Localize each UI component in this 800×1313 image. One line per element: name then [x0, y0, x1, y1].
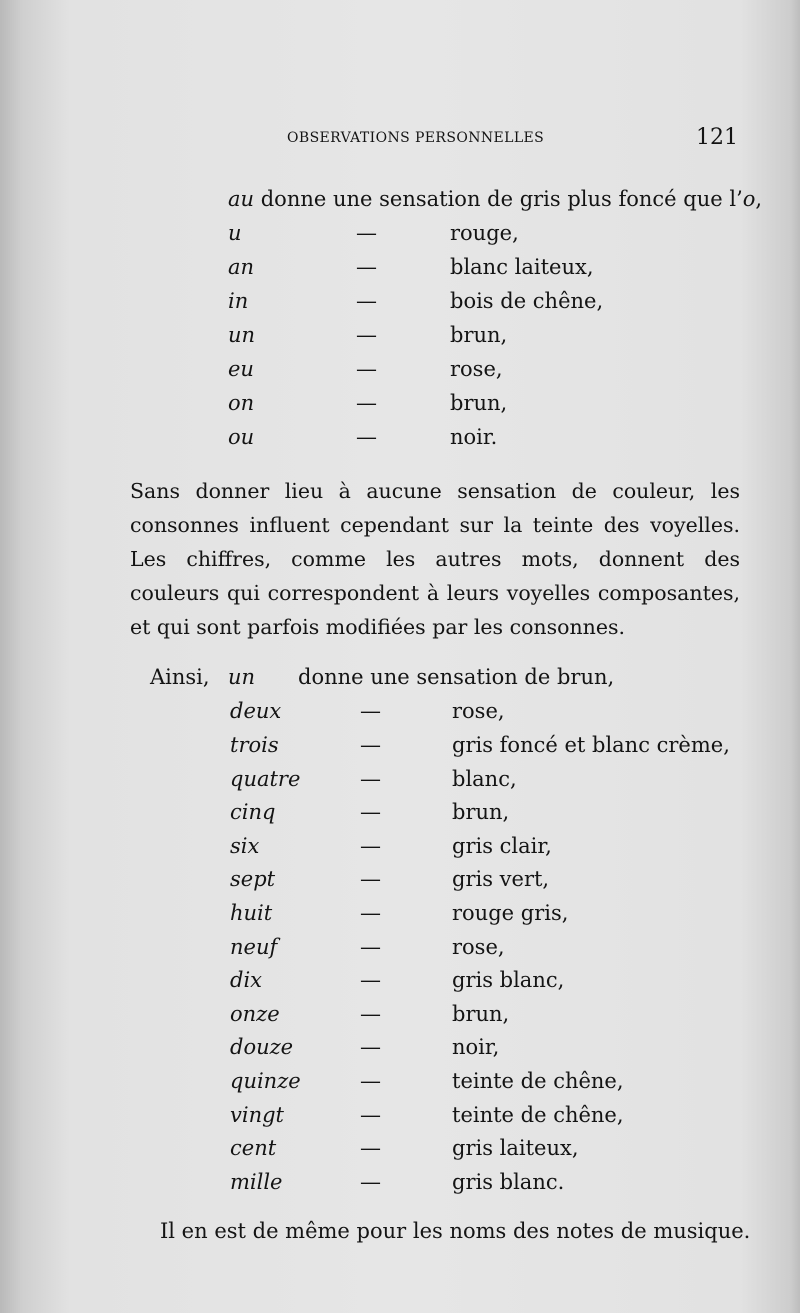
- dash: —: [356, 221, 377, 245]
- vowel-color: blanc laiteux,: [450, 255, 594, 279]
- number-color: gris vert,: [452, 867, 550, 891]
- number-word: huit: [230, 901, 273, 925]
- numbers-intro-word: un: [228, 665, 256, 689]
- dash: —: [360, 1103, 381, 1127]
- vowel-word: on: [228, 391, 255, 415]
- number-color: rouge gris,: [452, 901, 569, 925]
- number-word: vingt: [230, 1103, 284, 1127]
- vowel-intro-end: ,: [755, 187, 763, 211]
- number-word: dix: [230, 968, 263, 992]
- vowel-word: ou: [228, 425, 255, 449]
- vowel-word: eu: [228, 357, 254, 381]
- body-paragraph: [130, 474, 740, 644]
- number-color: gris clair,: [452, 834, 552, 858]
- numbers-intro-prefix: Ainsi,: [150, 665, 210, 689]
- number-word: sept: [230, 867, 276, 891]
- paragraph-text: Sans donner lieu à aucune sensation de couleur, les consonnes influent cependant sur la teinte des voyelles. Les chiffres, comme les autres mots, donnent des couleurs qui correspondent à leurs voyelles composantes, et qui sont parfois modifiées par les consonnes.: [130, 479, 740, 639]
- vowel-color: rose,: [450, 357, 503, 381]
- dash: —: [360, 1136, 381, 1160]
- number-color: noir,: [452, 1035, 500, 1059]
- number-word: neuf: [230, 935, 278, 959]
- number-word: onze: [230, 1002, 280, 1026]
- number-color: rose,: [452, 699, 505, 723]
- vowel-color: bois de chêne,: [450, 289, 604, 313]
- number-word: six: [230, 834, 260, 858]
- number-color: brun,: [452, 800, 510, 824]
- dash: —: [360, 1170, 381, 1194]
- dash: —: [360, 1069, 381, 1093]
- dash: —: [356, 425, 377, 449]
- dash: —: [360, 733, 381, 757]
- dash: —: [356, 289, 377, 313]
- vowel-intro-text: donne une sensation de gris plus foncé que l’: [260, 187, 743, 211]
- number-color: teinte de chêne,: [452, 1103, 624, 1127]
- dash: —: [360, 867, 381, 891]
- number-word: quinze: [230, 1069, 301, 1093]
- dash: —: [356, 323, 377, 347]
- vowel-color: noir.: [450, 425, 498, 449]
- vowel-word: an: [228, 255, 255, 279]
- dash: —: [360, 901, 381, 925]
- vowel-intro-tail-word: o: [742, 187, 756, 211]
- vowel-intro-word: au: [228, 187, 255, 211]
- vowel-intro-line: [228, 182, 763, 216]
- dash: —: [360, 834, 381, 858]
- number-word: deux: [230, 699, 282, 723]
- dash: —: [360, 699, 381, 723]
- vowel-color: brun,: [450, 391, 508, 415]
- vowel-word: u: [228, 221, 242, 245]
- numbers-intro-text: donne une sensation de brun,: [298, 665, 615, 689]
- dash: —: [360, 767, 381, 791]
- number-word: douze: [230, 1035, 294, 1059]
- number-color: blanc,: [452, 767, 517, 791]
- number-color: gris foncé et blanc crème,: [452, 733, 730, 757]
- number-word: trois: [230, 733, 279, 757]
- dash: —: [360, 968, 381, 992]
- number-color: gris laiteux,: [452, 1136, 579, 1160]
- number-word: cinq: [230, 800, 276, 824]
- vowel-color: brun,: [450, 323, 508, 347]
- number-color: rose,: [452, 935, 505, 959]
- number-word: cent: [230, 1136, 277, 1160]
- number-color: teinte de chêne,: [452, 1069, 624, 1093]
- vowel-word: in: [228, 289, 249, 313]
- page-number: 121: [696, 125, 738, 150]
- number-color: gris blanc,: [452, 968, 565, 992]
- dash: —: [360, 800, 381, 824]
- number-word: mille: [230, 1170, 283, 1194]
- number-word: quatre: [230, 767, 301, 791]
- dash: —: [360, 935, 381, 959]
- running-head: OBSERVATIONS PERSONNELLES: [287, 130, 545, 146]
- number-color: brun,: [452, 1002, 510, 1026]
- dash: —: [360, 1035, 381, 1059]
- dash: —: [356, 391, 377, 415]
- dash: —: [356, 255, 377, 279]
- dash: —: [360, 1002, 381, 1026]
- vowel-word: un: [228, 323, 256, 347]
- closing-line: Il en est de même pour les noms des notes de musique.: [160, 1219, 751, 1243]
- dash: —: [356, 357, 377, 381]
- vowel-color: rouge,: [450, 221, 519, 245]
- number-color: gris blanc.: [452, 1170, 565, 1194]
